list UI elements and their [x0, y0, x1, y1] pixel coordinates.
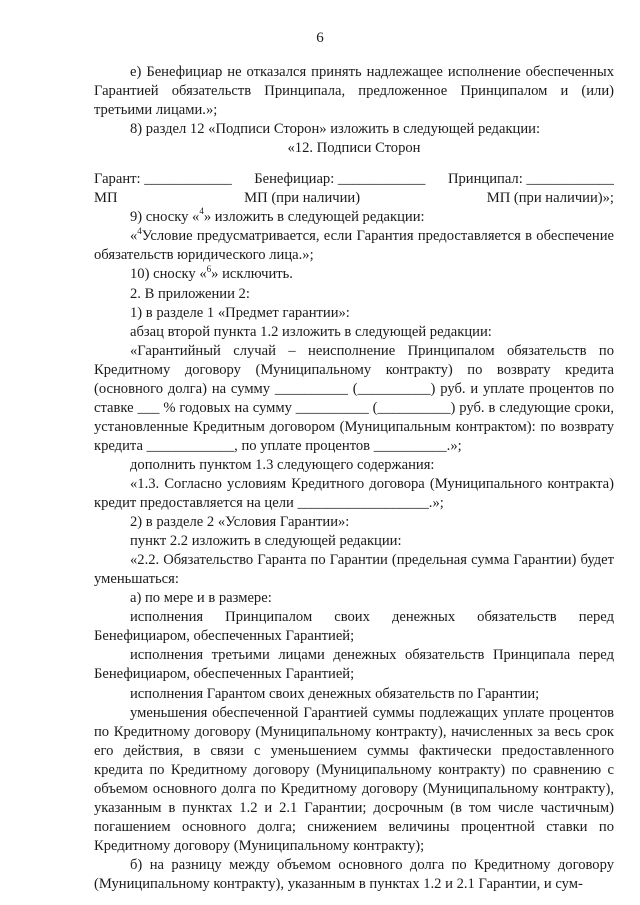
- stamp-beneficiary: МП (при наличии): [244, 190, 361, 207]
- document-body: [94, 63, 614, 894]
- paragraph: 2) в разделе 2 «Условия Гарантии»:: [130, 514, 350, 531]
- paragraph: б) на разницу между объемом основного долга по Кредитному договору (Муниципальному контракту), указанным в пунктах 1.2 и 2.1 Гарантии, и сум-: [94, 856, 614, 892]
- stamp-row: [94, 189, 614, 208]
- signature-block: [94, 170, 614, 208]
- section-heading: «12. Подписи Сторон: [287, 140, 421, 157]
- paragraph: 9) сноску «$^4$» изложить в следующей редакции:: [130, 206, 425, 226]
- paragraph: дополнить пунктом 1.3 следующего содержания:: [130, 456, 435, 473]
- stamp-principal: МП (при наличии)»;: [486, 190, 614, 207]
- guarantor-signature: Гарант: ____________: [94, 171, 232, 188]
- stamp-guarantor: МП: [94, 190, 118, 207]
- footnote-mark: 4: [137, 225, 142, 236]
- footnote-mark: 4: [199, 206, 204, 217]
- paragraph: 10) сноску «$^6$» исключить.: [130, 263, 293, 283]
- principal-signature: Принципал: ____________: [447, 171, 614, 188]
- paragraph: 8) раздел 12 «Подписи Сторон» изложить в следующей редакции:: [130, 121, 541, 138]
- paragraph: «1.3. Согласно условиям Кредитного договора (Муниципального контракта) кредит предоставляется на цели __________________.»;: [94, 475, 614, 512]
- paragraph: абзац второй пункта 1.2 изложить в следующей редакции:: [130, 323, 492, 340]
- paragraph: уменьшения обеспеченной Гарантией суммы подлежащих уплате процентов по Кредитному договору (Муниципальному контракту), начисленных за весь срок его действия, в связи с уменьшением суммы фактически предоставленного кредита по Кредитному договору (Муниципальному контракту) по сравнению с объемом основного долга по Кредитному договору (Муниципальному контракту), указанным в пунктах 1.2 и 2.1 Гарантии; досрочным (в том числе частичным) погашением основного долга; снижением величины процентной ставки по Кредитному договору (Муниципальному контракту);: [94, 704, 614, 854]
- paragraph: 1) в разделе 1 «Предмет гарантии»:: [130, 304, 350, 321]
- paragraph: исполнения третьими лицами денежных обязательств Принципала перед Бенефициаром, обеспеченных Гарантией;: [94, 647, 614, 683]
- paragraph: «2.2. Обязательство Гаранта по Гарантии (предельная сумма Гарантии) будет уменьшаться:: [94, 552, 614, 588]
- footnote-mark: 6: [206, 263, 212, 274]
- paragraph: «Гарантийный случай – неисполнение Принципалом обязательств по Кредитному договору (Муниципальному контракту) по возврату кредита (основного долга) на сумму __________ (__________) руб. и уплате процентов по ставке ___ % годовых на сумму __________ (__________) руб. в следующие сроки, установленные Кредитным договором (Муниципальным контрактом): по возврату кредита ____________, по уплате процентов __________.»;: [94, 342, 614, 454]
- signature-row: [94, 170, 614, 189]
- paragraph: исполнения Принципалом своих денежных обязательств перед Бенефициаром, обеспеченных Гарантией;: [94, 609, 614, 645]
- page-number: 6: [316, 30, 324, 46]
- paragraph: 2. В приложении 2:: [130, 285, 250, 302]
- beneficiary-signature: Бенефициар: ____________: [254, 171, 426, 188]
- paragraph: а) по мере и в размере:: [130, 590, 272, 607]
- paragraph: исполнения Гарантом своих денежных обязательств по Гарантии;: [130, 685, 540, 702]
- paragraph: пункт 2.2 изложить в следующей редакции:: [130, 533, 402, 550]
- paragraph: «$^4$Условие предусматривается, если Гарантия предоставляется в обеспечение обязательств юридического лица.»;: [94, 225, 614, 264]
- paragraph: е) Бенефициар не отказался принять надлежащее исполнение обеспеченных Гарантией обязательств Принципала, предложенное Принципалом и (или) третьими лицами.»;: [94, 64, 614, 119]
